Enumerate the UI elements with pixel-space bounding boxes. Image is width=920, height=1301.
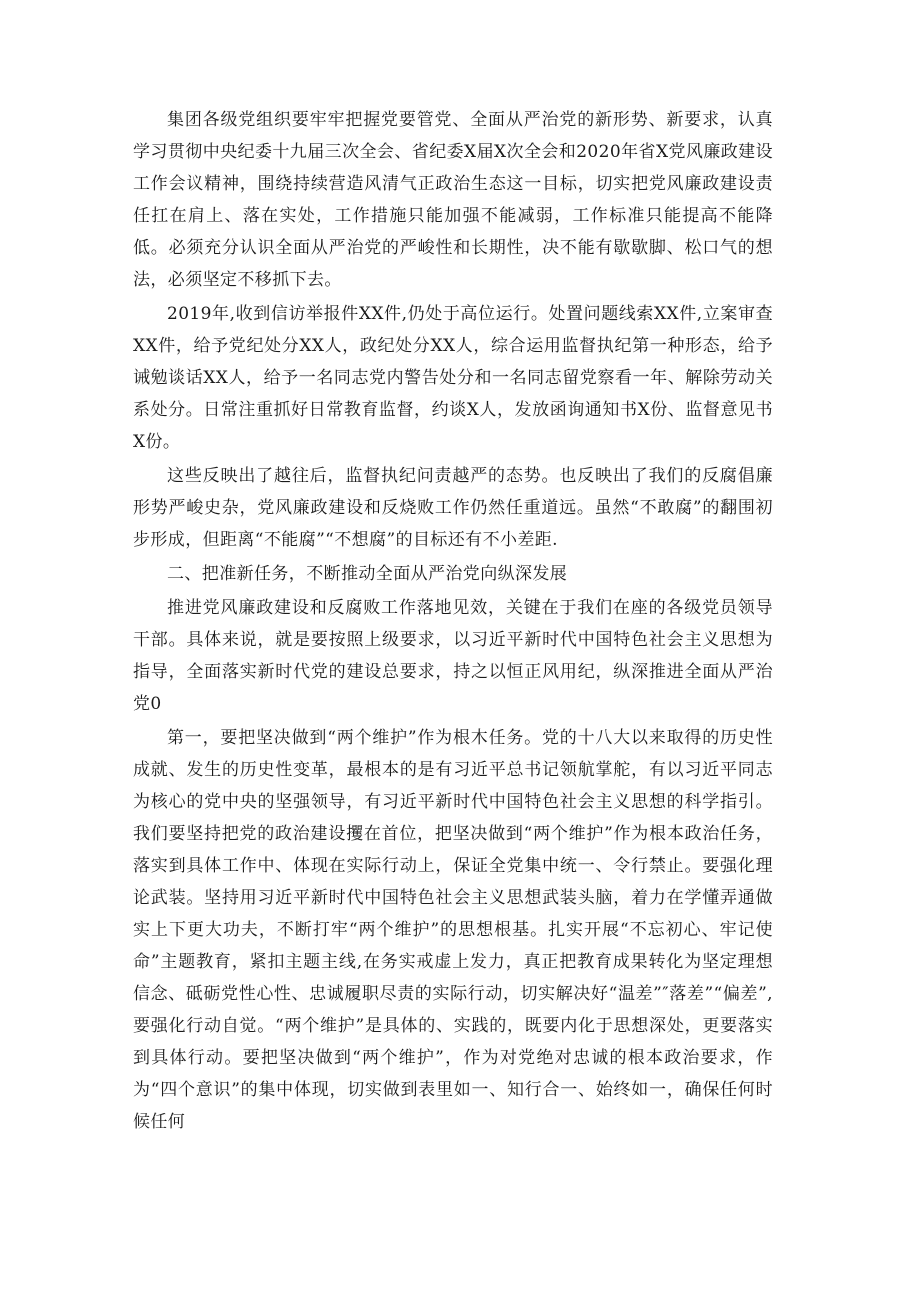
paragraph-key-leaders: 推进党风廉政建设和反腐败工作落地见效，关键在于我们在座的各级党员领导干部。具体来说，就是要按照上级要求，以习近平新时代中国特色社会主义思想为指导，全面落实新时代党的建设总要求，持之以恒正风用纪，纵深推进全面从严治党0 — [133, 598, 773, 714]
section-heading-two: 二、把准新任务，不断推动全面从严治党向纵深发展 — [167, 564, 568, 584]
paragraph-discipline-requirements: 集团各级党组织要牢牢把握党要管党、全面从严治党的新形势、新要求，认真学习贯彻中央纪委十九届三次全会、省纪委X届X次全会和2020年省X党风廉政建设工作会议精神，围绕持续营造风清气正政治生态这一目标，切实把党风廉政建设责任扛在肩上、落在实处，工作措施只能加强不能减弱，工作标准只能提高不能降低。必须充分认识全面从严治党的严峻性和长期性，决不能有歇歇脚、松口气的想法，必须坚定不移抓下去。 — [133, 110, 773, 290]
paragraph-2019-statistics: 2019年,收到信访举报件XX件,仍处于高位运行。处置问题线索XX件,立案审查XX件，给予党纪处分XX人，政纪处分XX人，综合运用监督执纪第一种形态，给予诫勉谈话XX人，给予一名同志党内警告处分和一名同志留党察看一年、解除劳动关系处分。日常注重抓好日常教育监督，约谈X人，发放函询通知书X份、监督意见书X份。 — [133, 304, 773, 452]
document-body — [133, 104, 773, 1140]
paragraph-situation-analysis: 这些反映出了越往后，监督执纪问责越严的态势。也反映出了我们的反腐倡廉形势严峻史杂，党风廉政建设和反烧败工作仍然任重道远。虽然“不敢腐”的翻围初步形成，但距离“不能腐”“不想腐”的目标还有不小差距. — [133, 466, 773, 550]
paragraph-first-task: 第一，要把坚决做到“两个维护”作为根木任务。党的十八大以来取得的历史性成就、发生的历史性变革，最根本的是有习近平总书记领航掌舵，有以习近平同志为核心的党中央的坚强领导，有习近平新时代中国特色社会主义思想的科学指引。我们要坚持把党的政治建设攫在首位，把坚决做到“两个维护”作为根本政治任务，落实到具体工作中、体现在实际行动上，保证全党集中统一、令行禁止。要强化理论武装。坚持用习近平新时代中国特色社会主义思想武装头脑，着力在学懂弄通做实上下更大功夫，不断打牢“两个维护”的思想根基。扎实开展“不忘初心、牢记使命”主题教育，紧扣主题主线,在务实戒虚上发力，真正把教育成果转化为坚定理想信念、砥砺党性心性、忠诚履职尽责的实际行动，切实解决好“温差”″落差”“偏差”,要强化行动自觉。“两个维护”是具体的、实践的，既要内化于思想深处，更要落实到具体行动。要把坚决做到“两个维护”，作为对党绝对忠诚的根本政治要求，作为“四个意识”的集中体现，切实做到表里如一、知行合一、始终如一，确保任何时候任何 — [133, 728, 773, 1132]
